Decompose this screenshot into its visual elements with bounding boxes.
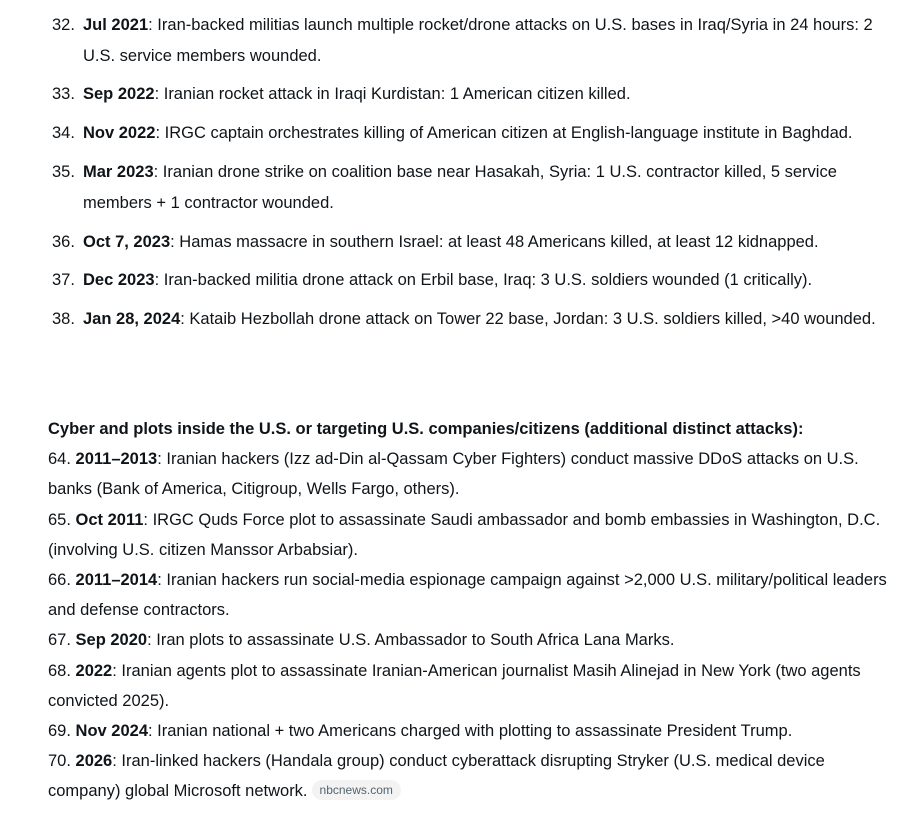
item-date: Jul 2021	[83, 16, 149, 34]
list-item	[0, 79, 913, 110]
item-number: 64.	[48, 450, 71, 469]
item-number: 36.	[52, 232, 75, 251]
item-date: 2022	[75, 661, 113, 680]
list-item	[0, 118, 913, 149]
item-date: 2011–2013	[75, 450, 158, 469]
list-item	[48, 625, 898, 655]
item-text: : Iran plots to assassinate U.S. Ambassador to South Africa Lana Marks.	[147, 631, 675, 650]
item-text: : Iran-backed militia drone attack on Erbil base, Iraq: 3 U.S. soldiers wounded (1 critically).	[154, 271, 813, 290]
item-text: : Iranian rocket attack in Iraqi Kurdistan: 1 American citizen killed.	[154, 85, 631, 104]
item-date: Dec 2023	[83, 271, 155, 290]
item-number: 67.	[48, 631, 71, 650]
item-text: : Iran-linked hackers (Handala group) conduct cyberattack disrupting Stryker (U.S. medical device company) global Microsoft network.	[48, 752, 825, 801]
item-number: 37.	[52, 271, 75, 290]
item-text: : IRGC captain orchestrates killing of American citizen at English-language institute in Baghdad.	[155, 124, 853, 143]
list-item	[48, 505, 898, 565]
list-item	[0, 304, 913, 335]
item-date: Jan 28, 2024	[83, 310, 181, 329]
item-text: : Iranian hackers run social-media espionage campaign against >2,000 U.S. military/political leaders and defense contractors.	[48, 571, 887, 620]
list-item	[0, 157, 913, 218]
item-text: : Kataib Hezbollah drone attack on Tower 22 base, Jordan: 3 U.S. soldiers killed, >40 wounded.	[180, 310, 876, 329]
item-number: 33.	[52, 85, 75, 104]
item-number: 34.	[52, 124, 75, 143]
list-item	[0, 227, 913, 258]
item-number: 68.	[48, 661, 71, 680]
item-date: 2026	[75, 752, 113, 771]
item-text: : Iranian agents plot to assassinate Iranian-American journalist Masih Alinejad in New York (two agents convicted 2025).	[48, 661, 861, 710]
item-date: Nov 2024	[75, 722, 148, 741]
item-date: Sep 2020	[75, 631, 148, 650]
item-date: Oct 2011	[75, 510, 144, 529]
item-number: 70.	[48, 752, 71, 771]
item-number: 69.	[48, 722, 71, 741]
item-text: : Iranian hackers (Izz ad-Din al-Qassam Cyber Fighters) conduct massive DDoS attacks on U.S. banks (Bank of America, Citigroup, Wells Fargo, others).	[48, 450, 859, 499]
item-text: : Iranian drone strike on coalition base near Hasakah, Syria: 1 U.S. contractor killed, 5 service members + 1 contractor wounded.	[83, 163, 837, 212]
item-number: 38.	[52, 310, 75, 329]
item-text: : IRGC Quds Force plot to assassinate Saudi ambassador and bomb embassies in Washington, D.C. (involving U.S. citizen Manssor Arbabsiar).	[48, 510, 881, 559]
list-item	[48, 746, 898, 806]
item-date: Mar 2023	[83, 163, 154, 182]
list-item	[0, 10, 913, 71]
item-number: 66.	[48, 571, 71, 590]
item-text: : Iranian national + two Americans charged with plotting to assassinate President Trump.	[148, 722, 793, 741]
list-item	[0, 265, 913, 296]
item-number: 32.	[52, 16, 75, 34]
attack-list	[0, 10, 913, 343]
item-date: Nov 2022	[83, 124, 156, 143]
item-text: : Iran-backed militias launch multiple rocket/drone attacks on U.S. bases in Iraq/Syria in 24 hours: 2 U.S. service members wounded.	[83, 16, 873, 65]
item-number: 65.	[48, 510, 71, 529]
list-item	[48, 716, 898, 746]
list-item	[48, 656, 898, 716]
item-date: Oct 7, 2023	[83, 232, 171, 251]
cyber-section	[48, 414, 898, 807]
item-text: : Hamas massacre in southern Israel: at least 48 Americans killed, at least 12 kidnapped.	[170, 232, 819, 251]
list-item	[48, 565, 898, 625]
item-date: Sep 2022	[83, 85, 155, 104]
item-number: 35.	[52, 163, 75, 182]
section-heading: Cyber and plots inside the U.S. or targeting U.S. companies/citizens (additional distinct attacks):	[48, 420, 804, 438]
item-date: 2011–2014	[75, 571, 158, 590]
source-chip[interactable]: nbcnews.com	[312, 780, 401, 800]
list-item	[48, 444, 898, 504]
